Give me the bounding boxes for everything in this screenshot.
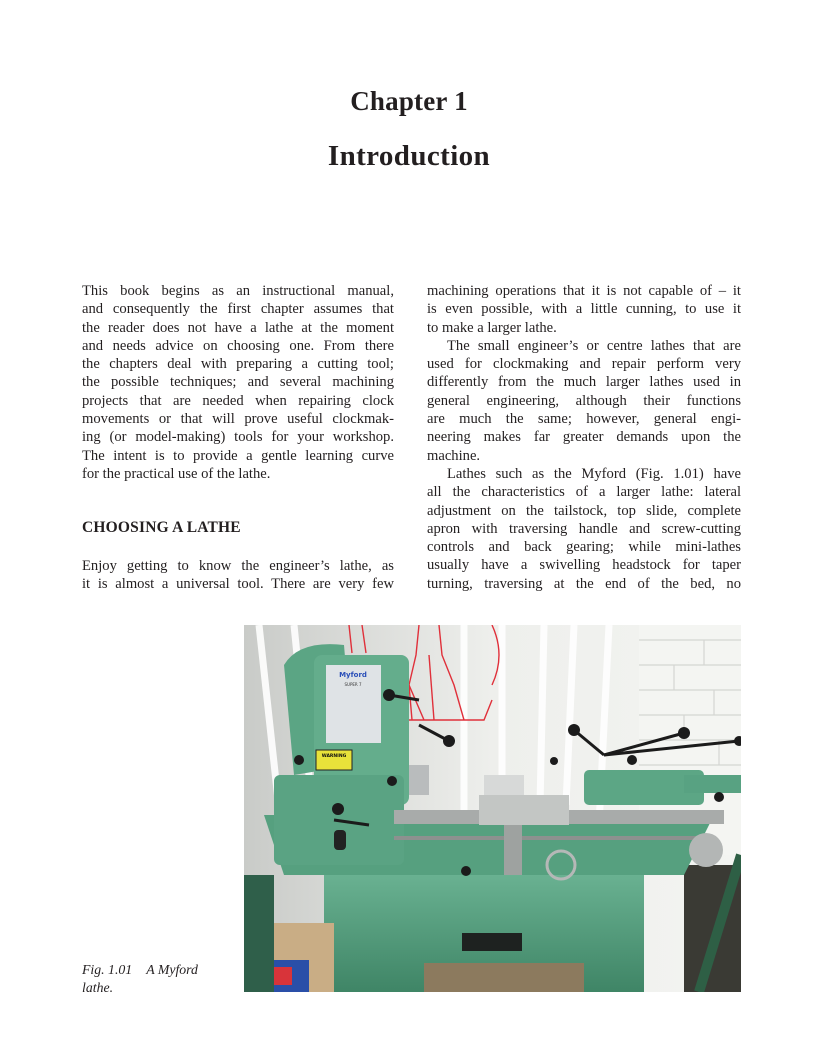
text-line: projects that are needed when repairing clock xyxy=(82,392,394,409)
figure-photo-myford-lathe xyxy=(244,625,741,992)
text-line: differently from the much larger lathes used in xyxy=(427,374,741,391)
text-line: machine. xyxy=(427,447,481,464)
figure-caption-text: A Myford lathe. xyxy=(82,962,198,995)
paragraph-continued xyxy=(427,282,741,337)
left-column-intro xyxy=(82,282,394,483)
text-line: Enjoy getting to know the engineer’s lathe, as xyxy=(82,558,394,574)
right-column xyxy=(427,282,741,593)
text-line: it is almost a universal tool. There are very few xyxy=(82,576,394,593)
text-line: and needs advice on choosing one. From there xyxy=(82,337,394,354)
chapter-number: Chapter 1 xyxy=(350,86,468,116)
cabinet-nameplate xyxy=(462,933,522,951)
figure-caption xyxy=(82,961,232,996)
cabinet-door xyxy=(424,963,584,992)
text-line: The small engineer’s or centre lathes that are xyxy=(447,337,741,354)
text-line: and consequently the first chapter assumes that xyxy=(82,301,394,318)
chapter-title: Introduction xyxy=(327,140,491,172)
text-line: ing (or model-making) tools for your workshop. xyxy=(82,429,394,446)
paragraph-myford xyxy=(427,465,741,593)
left-column-section xyxy=(82,557,394,594)
paragraph-small-lathes xyxy=(427,337,741,465)
brand-plate-text: Myford xyxy=(339,671,367,679)
text-line: general engineering, although their functions xyxy=(427,392,741,409)
text-line: controls and back gearing; while mini-lathes xyxy=(427,539,741,556)
section-heading: CHOOSING A LATHE xyxy=(82,519,241,536)
text-line: the reader does not have a lathe at the moment xyxy=(82,319,394,336)
text-line: the possible techniques; and several machining xyxy=(82,374,394,391)
text-line: used for clockmaking and repair perform very xyxy=(427,356,741,373)
tool-post xyxy=(484,775,524,795)
text-line: Lathes such as the Myford (Fig. 1.01) have xyxy=(447,465,741,482)
text-line: the chapters deal with preparing a cutting tool; xyxy=(82,356,394,373)
tailstock-handwheel xyxy=(689,833,723,867)
warning-label xyxy=(316,750,352,770)
text-line: apron with traversing handle and screw-cutting xyxy=(427,520,741,537)
lathe-illustration xyxy=(244,625,741,992)
saddle xyxy=(479,795,569,825)
warning-label-text: WARNING xyxy=(321,754,347,759)
text-line: movements or that will prove useful clockmak- xyxy=(82,411,394,428)
intro-paragraph xyxy=(82,282,394,483)
text-line: usually have a swivelling headstock for taper xyxy=(427,557,741,574)
text-line: are much the same; however, general engi- xyxy=(427,411,741,428)
figure-label: Fig. 1.01 xyxy=(82,962,133,977)
text-line: The intent is to provide a gentle learning curve xyxy=(82,447,394,464)
text-line: all the characteristics of a larger lathe: lateral xyxy=(427,484,741,501)
text-line: neering makes far greater demands upon the xyxy=(427,429,741,446)
model-plate-text: SUPER 7 xyxy=(344,682,362,687)
text-line: adjustment on the tailstock, top slide, complete xyxy=(427,502,741,519)
text-line: for the practical use of the lathe. xyxy=(82,465,271,482)
section-paragraph xyxy=(82,557,394,594)
text-line: to make a larger lathe. xyxy=(427,319,557,336)
text-line: This book begins as an instructional manual, xyxy=(82,283,394,299)
text-line: is even possible, with a little cunning, to use it xyxy=(427,301,741,318)
text-line: machining operations that it is not capable of – it xyxy=(427,283,741,299)
text-line: turning, traversing at the end of the bed, no xyxy=(427,575,741,592)
